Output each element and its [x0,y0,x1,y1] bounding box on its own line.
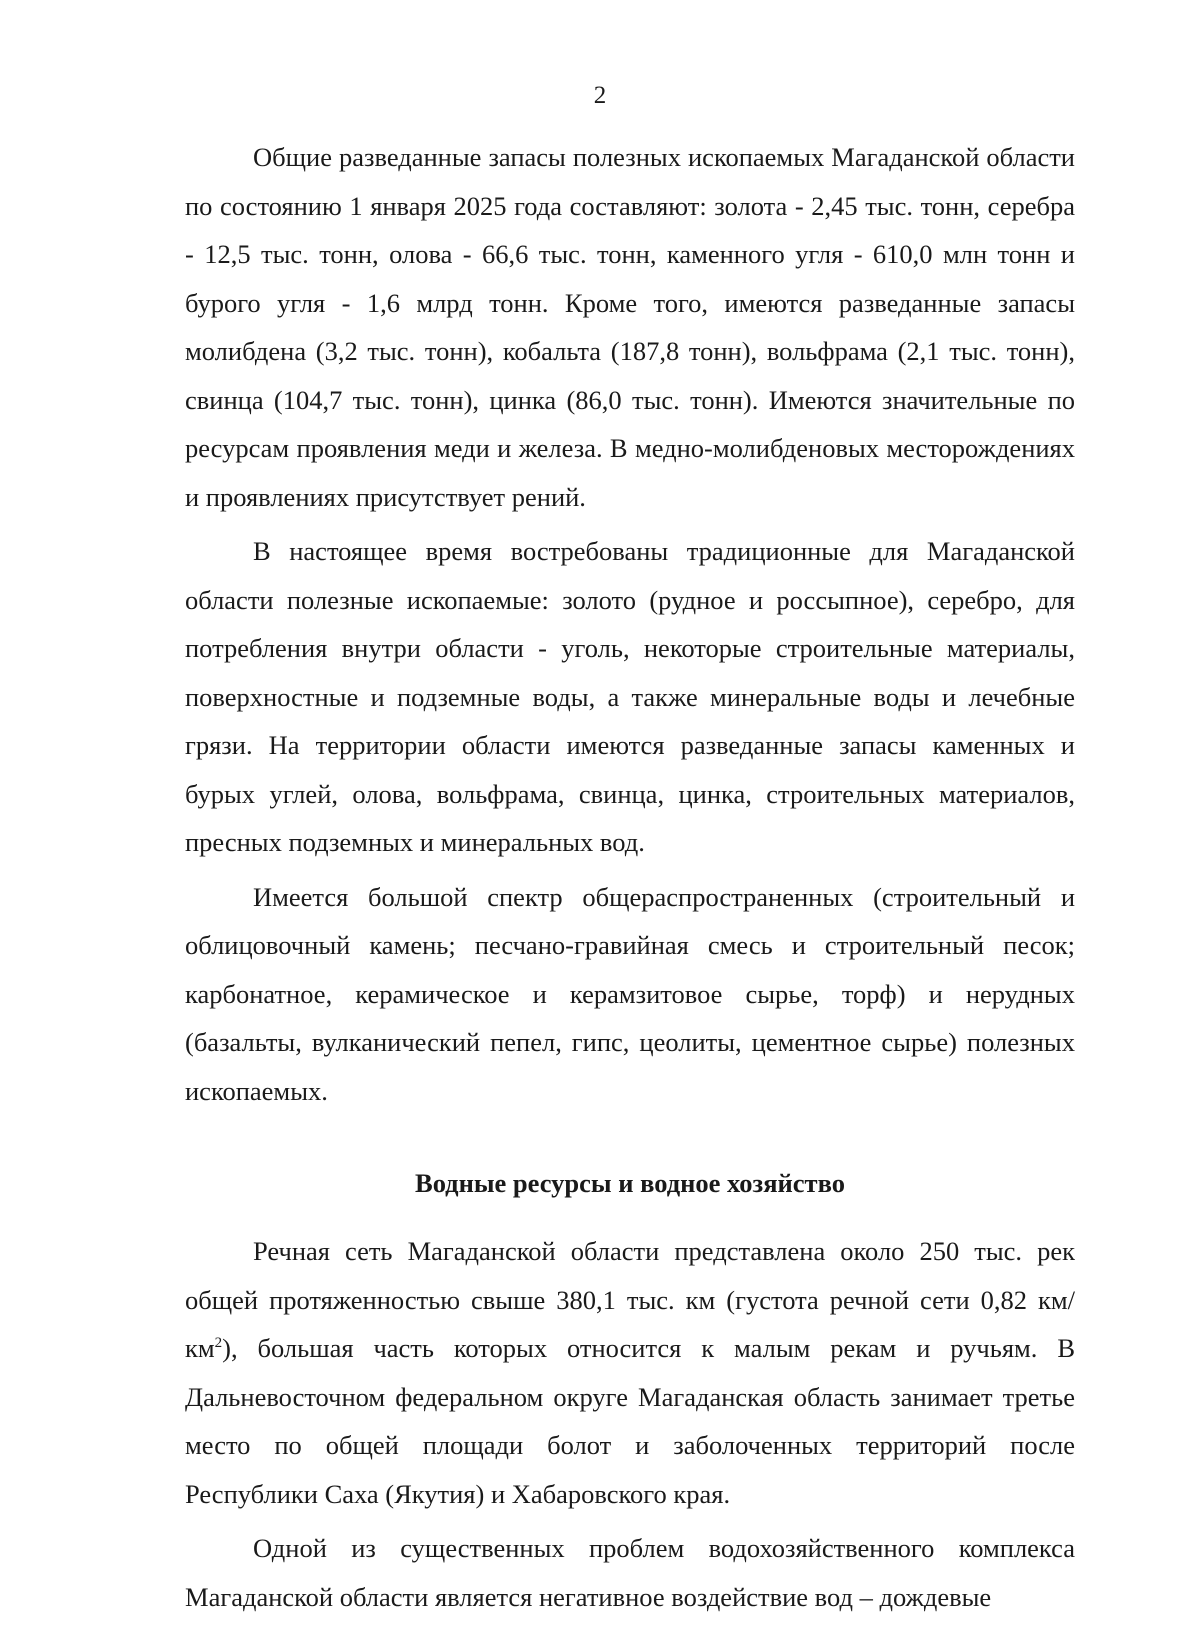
section-heading-water-resources: Водные ресурсы и водное хозяйство [415,1168,845,1198]
river-network-text: Речная сеть Магаданской области представлена около 250 тыс. рек общей протяженностью свыше 380,1 тыс. км (густота речной сети 0,82 км/км [185,1236,1075,1363]
paragraph-common-minerals: Имеется большой спектр общераспространенных (строительный и облицовочный камень; песчано-гравийная смесь и строительный песок; карбонатное, керамическое и керамзитовое сырье, торф) и нерудных (базальты, вулканический пепел, гипс, цеолиты, цементное сырье) полезных ископаемых. [185,881,1075,1106]
paragraph-demanded-minerals: В настоящее время востребованы традиционные для Магаданской области полезные ископаемые: золото (рудное и россыпное), серебро, для потребления внутри области - уголь, некоторые строительные материалы, поверхностные и подземные воды, а также минеральные воды и лечебные грязи. На территории области имеются разведанные запасы каменных и бурых углей, олова, вольфрама, свинца, цинка, строительных материалов, пресных подземных и минеральных вод. [185,536,1075,857]
superscript: 2 [214,1335,223,1352]
document-body [185,133,1075,1627]
paragraph-water-problems: Одной из существенных проблем водохозяйственного комплекса Магаданской области является негативное воздействие вод – дождевые [185,1533,1075,1612]
paragraph-river-network [185,1227,1075,1518]
page-number: 2 [593,82,607,109]
river-network-text-cont: ), большая часть которых относится к малым рекам и ручьям. В Дальневосточном федеральном округе Магаданская область занимает третье место по общей площади болот и заболоченных территорий после Республики Саха (Якутия) и Хабаровского края. [185,1333,1075,1509]
paragraph-mineral-reserves: Общие разведанные запасы полезных ископаемых Магаданской области по состоянию 1 января 2025 года составляют: золота - 2,45 тыс. тонн, серебра - 12,5 тыс. тонн, олова - 66,6 тыс. тонн, каменного угля - 610,0 млн тонн и бурого угля - 1,6 млрд тонн. Кроме того, имеются разведанные запасы молибдена (3,2 тыс. тонн), кобальта (187,8 тонн), вольфрама (2,1 тыс. тонн), свинца (104,7 тыс. тонн), цинка (86,0 тыс. тонн). Имеются значительные по ресурсам проявления меди и железа. В медно-молибденовых месторождениях и проявлениях присутствует рений. [185,142,1075,512]
